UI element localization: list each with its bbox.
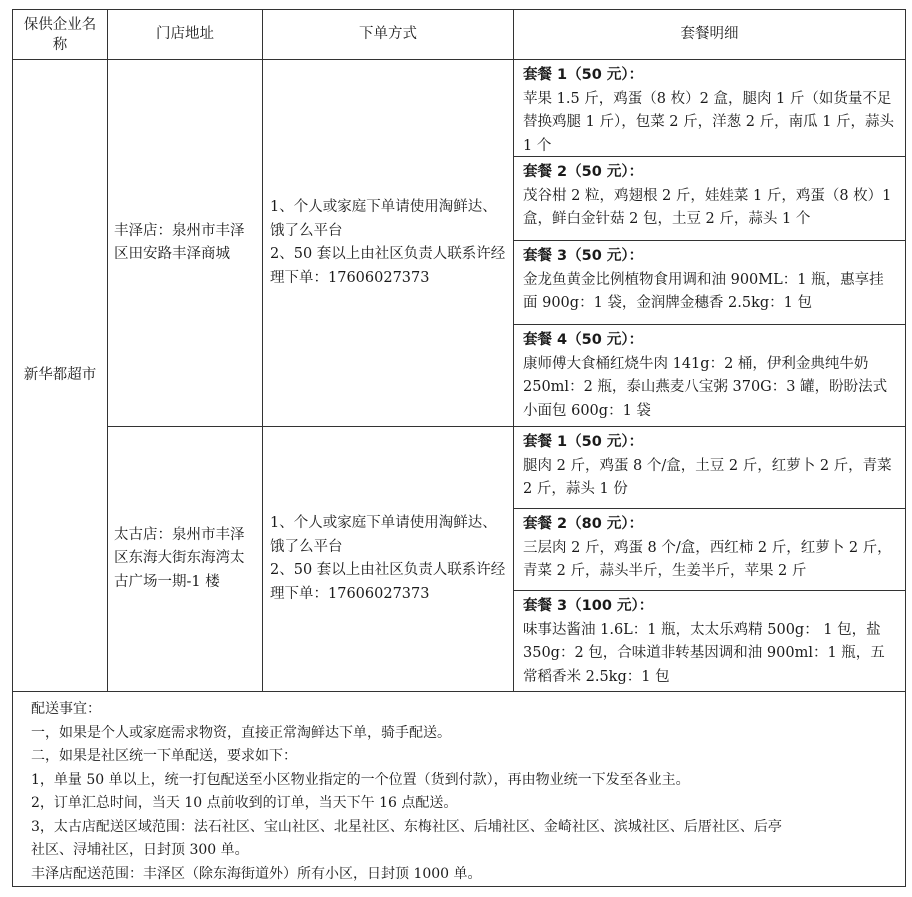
package-cell bbox=[514, 241, 905, 324]
package-title: 套餐 3（50 元）： bbox=[523, 248, 644, 264]
notes-heading: 配送事宜： bbox=[31, 701, 101, 717]
package-title: 套餐 3（100 元）： bbox=[523, 598, 654, 614]
notes-line: 丰泽店配送范围：丰泽区（除东海街道外）所有小区，日封顶 1000 单。 bbox=[31, 865, 482, 882]
delivery-notes bbox=[13, 692, 905, 886]
column-divider bbox=[262, 9, 263, 692]
header-address bbox=[108, 10, 262, 59]
package-cell bbox=[514, 60, 905, 156]
order-line-1: 1、个人或家庭下单请使用淘鲜达、饿了么平台 bbox=[270, 199, 497, 239]
package-detail: 腿肉 2 斤，鸡蛋 8 个/盒，土豆 2 斤，红萝卜 2 斤，青菜 2 斤，蒜头 1 份 bbox=[523, 457, 892, 497]
store-address-text: 太古店：泉州市丰泽区东海大街东海湾太古广场一期-1 楼 bbox=[114, 526, 245, 590]
header-packages bbox=[514, 10, 905, 59]
header-order-text: 下单方式 bbox=[359, 25, 417, 42]
notes-line: 社区、浔埔社区，日封顶 300 单。 bbox=[31, 842, 249, 858]
header-order bbox=[263, 10, 513, 59]
header-address-text: 门店地址 bbox=[156, 25, 214, 42]
package-title: 套餐 2（50 元）： bbox=[523, 164, 644, 180]
package-cell bbox=[514, 427, 905, 508]
notes-line: 一，如果是个人或家庭需求物资，直接正常淘鲜达下单，骑手配送。 bbox=[31, 724, 451, 741]
notes-line: 3，太古店配送区域范围：法石社区、宝山社区、北星社区、东梅社区、后埔社区、金崎社区、滨城社区、后厝社区、后亭 bbox=[31, 818, 782, 835]
package-cell bbox=[514, 157, 905, 240]
package-title: 套餐 2（80 元）： bbox=[523, 516, 644, 532]
package-title: 套餐 4（50 元）： bbox=[523, 332, 644, 348]
package-detail: 苹果 1.5 斤，鸡蛋（8 枚）2 盒，腿肉 1 斤（如货量不足替换鸡腿 1 斤），包菜 2 斤，洋葱 2 斤，南瓜 1 斤，蒜头 1 个 bbox=[523, 90, 895, 154]
notes-line: 2，订单汇总时间，当天 10 点前收到的订单，当天下午 16 点配送。 bbox=[31, 795, 458, 811]
table-border-bottom bbox=[12, 886, 905, 887]
package-detail: 茂谷柑 2 粒，鸡翅根 2 斤，娃娃菜 1 斤，鸡蛋（8 枚）1 盒，鲜白金针菇 2 包，土豆 2 斤，蒜头 1 个 bbox=[523, 187, 892, 227]
package-title: 套餐 1（50 元）： bbox=[523, 434, 644, 450]
package-cell bbox=[514, 509, 905, 590]
store-order-fengze bbox=[270, 60, 508, 426]
package-detail: 康师傅大食桶红烧牛肉 141g：2 桶，伊利金典纯牛奶 250ml：2 瓶，泰山燕麦八宝粥 370G：3 罐，盼盼法式小面包 600g：1 袋 bbox=[523, 355, 888, 419]
store-address-text: 丰泽店：泉州市丰泽区田安路丰泽商城 bbox=[114, 222, 245, 262]
header-company bbox=[20, 10, 100, 59]
header-company-text: 保供企业名称 bbox=[23, 16, 97, 53]
notes-line: 1，单量 50 单以上，统一打包配送至小区物业指定的一个位置（货到付款），再由物业统一下发至各业主。 bbox=[31, 771, 690, 788]
package-detail: 三层肉 2 斤，鸡蛋 8 个/盒，西红柿 2 斤，红萝卜 2 斤，青菜 2 斤，蒜头半斤，生姜半斤，苹果 2 斤 bbox=[523, 539, 892, 579]
company-name: 新华都超市 bbox=[23, 366, 97, 383]
package-detail: 金龙鱼黄金比例植物食用调和油 900ML：1 瓶，惠享挂面 900g：1 袋，金润牌金穗香 2.5kg：1 包 bbox=[523, 271, 884, 311]
company-name-cell bbox=[22, 60, 98, 691]
notes-line: 二，如果是社区统一下单配送，要求如下： bbox=[31, 748, 297, 764]
column-divider bbox=[107, 9, 108, 692]
package-title: 套餐 1（50 元）： bbox=[523, 67, 644, 83]
package-cell bbox=[514, 325, 905, 426]
order-line-2: 2、50 套以上由社区负责人联系许经理下单：17606027373 bbox=[270, 246, 506, 286]
store-address-fengze bbox=[114, 60, 258, 426]
order-line-2: 2、50 套以上由社区负责人联系许经理下单：17606027373 bbox=[270, 562, 506, 602]
table-border-right bbox=[905, 9, 906, 887]
package-detail: 味事达酱油 1.6L：1 瓶，太太乐鸡精 500g： 1 包，盐 350g：2 包，合味道非转基因调和油 900ml：1 瓶，五常稻香米 2.5kg：1 包 bbox=[523, 621, 885, 685]
header-packages-text: 套餐明细 bbox=[680, 25, 739, 42]
package-cell bbox=[514, 591, 905, 691]
order-line-1: 1、个人或家庭下单请使用淘鲜达、饿了么平台 bbox=[270, 515, 497, 555]
store-order-taigu bbox=[270, 427, 508, 691]
store-address-taigu bbox=[114, 427, 258, 691]
